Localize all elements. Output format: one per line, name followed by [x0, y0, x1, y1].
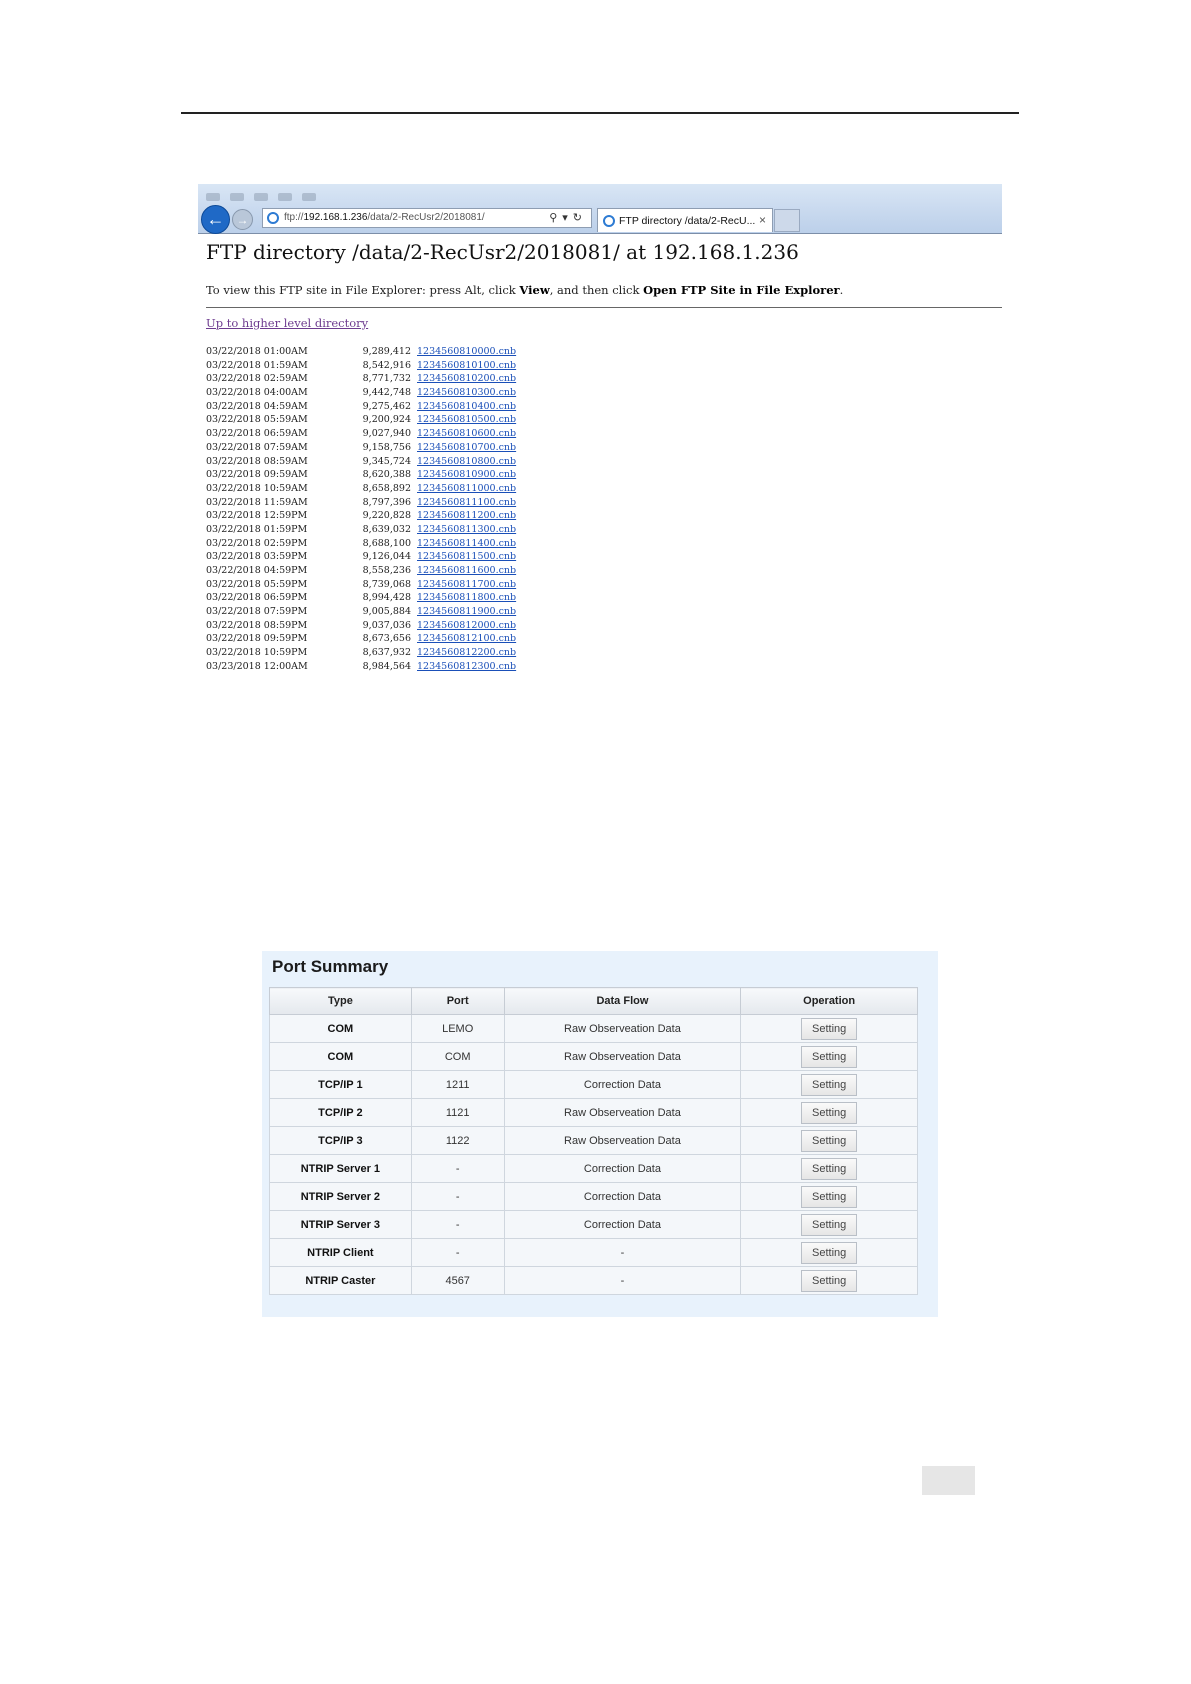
cell-port: - — [411, 1211, 504, 1239]
search-icon[interactable]: ⚲ — [549, 212, 563, 224]
file-link[interactable]: 1234560811800.cnb — [417, 592, 517, 604]
file-link[interactable]: 1234560811600.cnb — [417, 565, 517, 576]
cell-type: NTRIP Server 1 — [270, 1155, 412, 1183]
file-size: 8,673,656 — [362, 633, 411, 645]
setting-button[interactable]: Setting — [801, 1158, 857, 1180]
table-row — [270, 1071, 918, 1099]
file-link[interactable]: 1234560812300.cnb — [417, 660, 517, 672]
table-row — [270, 1043, 918, 1071]
file-date: 03/22/2018 05:59AM — [206, 414, 308, 426]
cell-data-flow: Correction Data — [504, 1183, 741, 1211]
file-size: 9,200,924 — [362, 414, 411, 426]
cell-type: TCP/IP 2 — [270, 1099, 412, 1127]
file-size: 9,345,724 — [362, 455, 411, 467]
cell-operation — [741, 1099, 918, 1127]
file-date: 03/23/2018 12:00AM — [206, 660, 308, 672]
setting-button[interactable]: Setting — [801, 1102, 857, 1124]
file-date: 03/22/2018 02:59PM — [206, 537, 308, 549]
file-link[interactable]: 1234560810200.cnb — [417, 373, 517, 385]
cell-data-flow: Raw Observeation Data — [504, 1099, 741, 1127]
page-number-box — [922, 1466, 975, 1495]
file-date: 03/22/2018 01:59AM — [206, 359, 308, 371]
file-size: 9,027,940 — [362, 428, 411, 440]
file-size: 8,984,564 — [362, 660, 411, 672]
cell-data-flow: Correction Data — [504, 1071, 741, 1099]
file-link[interactable]: 1234560811100.cnb — [417, 496, 517, 508]
ie-logo-icon — [267, 212, 279, 224]
cell-type: TCP/IP 1 — [270, 1071, 412, 1099]
file-date: 03/22/2018 01:00AM — [206, 346, 308, 357]
header-type: Type — [270, 988, 412, 1015]
file-size: 8,739,068 — [362, 578, 411, 590]
port-summary-panel — [262, 951, 938, 1317]
cell-operation — [741, 1267, 918, 1295]
file-date: 03/22/2018 06:59PM — [206, 592, 308, 604]
table-row — [270, 1183, 918, 1211]
port-summary-table — [269, 987, 918, 1295]
file-date: 03/22/2018 07:59AM — [206, 441, 308, 453]
file-size: 8,994,428 — [362, 592, 411, 604]
cell-port: 1121 — [411, 1099, 504, 1127]
file-link[interactable]: 1234560811500.cnb — [417, 551, 517, 563]
file-date: 03/22/2018 04:59AM — [206, 400, 308, 412]
file-date: 03/22/2018 01:59PM — [206, 523, 308, 535]
file-date: 03/22/2018 09:59PM — [206, 633, 308, 645]
close-icon[interactable]: × — [758, 213, 766, 227]
address-url: ftp://192.168.1.236/data/2-RecUsr2/2018081/ — [284, 212, 485, 223]
setting-button[interactable]: Setting — [801, 1018, 857, 1040]
cell-type: NTRIP Server 3 — [270, 1211, 412, 1239]
cell-port: 1211 — [411, 1071, 504, 1099]
file-link[interactable]: 1234560810100.cnb — [417, 359, 517, 371]
file-date: 03/22/2018 02:59AM — [206, 373, 308, 385]
file-date: 03/22/2018 10:59AM — [206, 482, 308, 494]
header-port: Port — [411, 988, 504, 1015]
table-row — [270, 1015, 918, 1043]
file-date: 03/22/2018 11:59AM — [206, 496, 308, 508]
cell-port: - — [411, 1183, 504, 1211]
file-link[interactable]: 1234560811700.cnb — [417, 578, 517, 590]
cell-operation — [741, 1239, 918, 1267]
file-link[interactable]: 1234560812100.cnb — [417, 633, 517, 645]
cell-data-flow: - — [504, 1267, 741, 1295]
setting-button[interactable]: Setting — [801, 1130, 857, 1152]
ftp-browser-screenshot — [198, 184, 1002, 674]
cell-type: NTRIP Caster — [270, 1267, 412, 1295]
setting-button[interactable]: Setting — [801, 1242, 857, 1264]
cell-port: 1122 — [411, 1127, 504, 1155]
cell-data-flow: Raw Observeation Data — [504, 1043, 741, 1071]
panel-title: Port Summary — [272, 957, 389, 976]
table-row — [270, 1239, 918, 1267]
cell-port: 4567 — [411, 1267, 504, 1295]
file-date: 03/22/2018 12:59PM — [206, 510, 308, 522]
cell-operation — [741, 1043, 918, 1071]
file-link[interactable]: 1234560810300.cnb — [417, 387, 517, 399]
file-link[interactable]: 1234560811900.cnb — [417, 606, 517, 618]
file-size: 8,639,032 — [362, 523, 411, 535]
table-row — [270, 1099, 918, 1127]
ie-logo-icon — [603, 215, 615, 227]
cell-data-flow: Raw Observeation Data — [504, 1127, 741, 1155]
new-tab-button[interactable] — [774, 209, 800, 232]
file-size: 9,289,412 — [362, 346, 411, 357]
cell-data-flow: Correction Data — [504, 1211, 741, 1239]
cell-operation — [741, 1183, 918, 1211]
cell-type: NTRIP Server 2 — [270, 1183, 412, 1211]
tab-label: FTP directory /data/2-RecU... — [619, 215, 756, 227]
file-size: 9,005,884 — [362, 606, 411, 618]
file-size: 9,037,036 — [362, 619, 411, 631]
setting-button[interactable]: Setting — [801, 1186, 857, 1208]
file-link[interactable]: 1234560811400.cnb — [417, 537, 517, 549]
tab-ftp-directory[interactable] — [597, 208, 773, 232]
ftp-divider — [206, 307, 1002, 308]
file-link[interactable]: 1234560811200.cnb — [417, 510, 517, 522]
file-link[interactable]: 1234560810000.cnb — [417, 346, 517, 357]
file-size: 9,158,756 — [362, 441, 411, 453]
table-row — [270, 1267, 918, 1295]
file-size: 8,688,100 — [362, 537, 411, 549]
cell-operation — [741, 1071, 918, 1099]
file-date: 03/22/2018 03:59PM — [206, 551, 308, 563]
browser-chrome — [198, 184, 1002, 234]
file-date: 03/22/2018 04:59PM — [206, 565, 308, 576]
file-size: 8,542,916 — [362, 359, 411, 371]
refresh-icon[interactable]: ↻ — [572, 212, 587, 224]
header-data-flow: Data Flow — [504, 988, 741, 1015]
header-rule — [181, 112, 1019, 114]
table-header-row — [270, 988, 918, 1015]
cell-data-flow: - — [504, 1239, 741, 1267]
file-link[interactable]: 1234560812200.cnb — [417, 647, 517, 659]
file-size: 8,658,892 — [362, 482, 411, 494]
address-tools — [549, 211, 587, 224]
file-date: 03/22/2018 05:59PM — [206, 578, 308, 590]
file-date: 03/22/2018 06:59AM — [206, 428, 308, 440]
file-size: 8,637,932 — [362, 647, 411, 659]
cell-port: LEMO — [411, 1015, 504, 1043]
table-row — [270, 1155, 918, 1183]
file-size: 8,558,236 — [362, 565, 411, 576]
cell-type: NTRIP Client — [270, 1239, 412, 1267]
file-date: 03/22/2018 07:59PM — [206, 606, 308, 618]
file-size: 8,797,396 — [362, 496, 411, 508]
file-date: 03/22/2018 08:59AM — [206, 455, 308, 467]
file-size: 9,442,748 — [362, 387, 411, 399]
cell-port: - — [411, 1155, 504, 1183]
file-link[interactable]: 1234560810900.cnb — [417, 469, 517, 481]
cell-operation — [741, 1015, 918, 1043]
cell-data-flow: Raw Observeation Data — [504, 1015, 741, 1043]
file-size: 8,771,732 — [362, 373, 411, 385]
header-operation: Operation — [741, 988, 918, 1015]
cell-port: - — [411, 1239, 504, 1267]
file-link[interactable]: 1234560811000.cnb — [417, 482, 517, 494]
file-date: 03/22/2018 09:59AM — [206, 469, 308, 481]
file-link[interactable]: 1234560810500.cnb — [417, 414, 517, 426]
file-date: 03/22/2018 10:59PM — [206, 647, 308, 659]
file-link[interactable]: 1234560810400.cnb — [417, 400, 517, 412]
dropdown-icon[interactable]: ▾ — [562, 212, 573, 224]
browser-menu-strip — [206, 188, 986, 202]
file-size: 9,275,462 — [362, 400, 411, 412]
file-date: 03/22/2018 04:00AM — [206, 387, 308, 399]
cell-type: TCP/IP 3 — [270, 1127, 412, 1155]
ftp-page-title: FTP directory /data/2-RecUsr2/2018081/ at 192.168.1.236 — [206, 240, 799, 264]
up-directory-link[interactable]: Up to higher level directory — [206, 316, 369, 330]
file-size: 9,220,828 — [362, 510, 411, 522]
cell-port: COM — [411, 1043, 504, 1071]
address-bar[interactable] — [262, 208, 592, 228]
setting-button[interactable]: Setting — [801, 1270, 857, 1292]
forward-arrow-icon[interactable]: → — [232, 209, 253, 230]
cell-data-flow: Correction Data — [504, 1155, 741, 1183]
file-link[interactable]: 1234560810700.cnb — [417, 441, 517, 453]
cell-operation — [741, 1127, 918, 1155]
back-arrow-icon[interactable]: ← — [201, 205, 230, 234]
file-link[interactable]: 1234560810600.cnb — [417, 428, 517, 440]
ftp-hint: To view this FTP site in File Explorer: press Alt, click View, and then click Open FTP Site in File Explorer. — [206, 283, 844, 297]
file-size: 9,126,044 — [362, 551, 411, 563]
file-size: 8,620,388 — [362, 469, 411, 481]
file-link[interactable]: 1234560811300.cnb — [417, 523, 517, 535]
table-row — [270, 1127, 918, 1155]
cell-operation — [741, 1155, 918, 1183]
cell-type: COM — [270, 1015, 412, 1043]
cell-type: COM — [270, 1043, 412, 1071]
setting-button[interactable]: Setting — [801, 1046, 857, 1068]
setting-button[interactable]: Setting — [801, 1074, 857, 1096]
file-link[interactable]: 1234560810800.cnb — [417, 455, 517, 467]
setting-button[interactable]: Setting — [801, 1214, 857, 1236]
table-row — [270, 1211, 918, 1239]
cell-operation — [741, 1211, 918, 1239]
file-date: 03/22/2018 08:59PM — [206, 619, 308, 631]
file-link[interactable]: 1234560812000.cnb — [417, 619, 517, 631]
